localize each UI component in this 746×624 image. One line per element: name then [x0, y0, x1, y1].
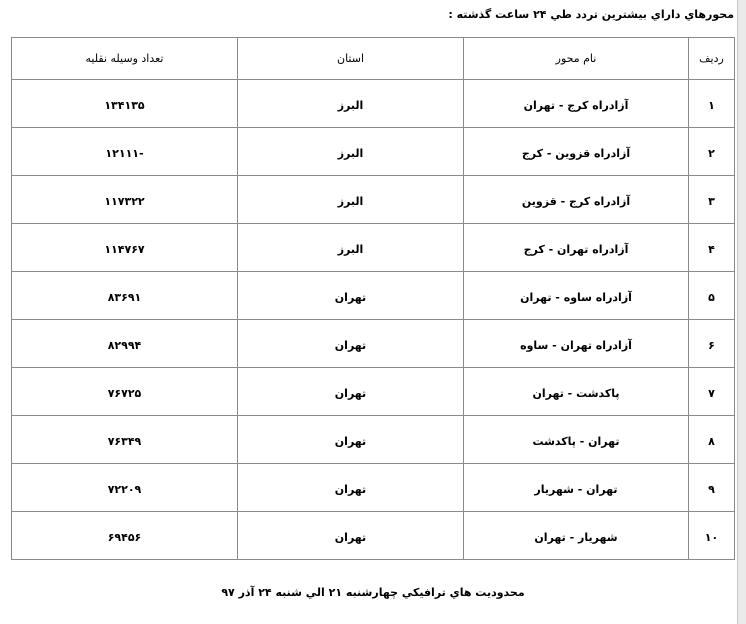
table-row	[12, 224, 735, 272]
cell-route: آزادراه کرج - قزوين	[464, 176, 689, 224]
cell-count: ۱۱۴۷۶۷	[12, 224, 238, 272]
cell-count: ۱۱۷۳۲۲	[12, 176, 238, 224]
cell-rank: ۷	[689, 368, 735, 416]
table-row	[12, 128, 735, 176]
cell-rank: ۴	[689, 224, 735, 272]
cell-province: تهران	[238, 512, 464, 560]
cell-count: ۷۲۲۰۹	[12, 464, 238, 512]
table-header-row	[12, 38, 735, 80]
table-row	[12, 512, 735, 560]
table-row	[12, 368, 735, 416]
cell-count: ۸۳۶۹۱	[12, 272, 238, 320]
cell-province: تهران	[238, 464, 464, 512]
table-row	[12, 464, 735, 512]
cell-route: تهران - پاکدشت	[464, 416, 689, 464]
cell-province: تهران	[238, 272, 464, 320]
cell-route: آزادراه تهران - کرج	[464, 224, 689, 272]
table-row	[12, 320, 735, 368]
cell-rank: ۳	[689, 176, 735, 224]
table-row	[12, 272, 735, 320]
cell-route: شهريار - تهران	[464, 512, 689, 560]
cell-rank: ۱	[689, 80, 735, 128]
cell-province: تهران	[238, 416, 464, 464]
header-count: تعداد وسيله نقليه	[12, 38, 238, 80]
cell-rank: ۲	[689, 128, 735, 176]
cell-rank: ۱۰	[689, 512, 735, 560]
table-row	[12, 80, 735, 128]
cell-route: آزادراه ساوه - تهران	[464, 272, 689, 320]
footer-note: محدوديت هاي ترافيکي چهارشنبه ۲۱ الي شنبه ۲۴ آذر ۹۷	[221, 586, 525, 599]
traffic-table	[11, 37, 735, 560]
cell-count: ۷۶۷۲۵	[12, 368, 238, 416]
cell-count: ۸۲۹۹۴	[12, 320, 238, 368]
cell-rank: ۹	[689, 464, 735, 512]
cell-province: البرز	[238, 80, 464, 128]
cell-rank: ۵	[689, 272, 735, 320]
cell-count: ۱۳۴۱۳۵	[12, 80, 238, 128]
cell-route: آزادراه تهران - ساوه	[464, 320, 689, 368]
table-row	[12, 176, 735, 224]
page-heading: محورهاي داراي بيشترين تردد طي ۲۴ ساعت گذشته :	[448, 8, 734, 21]
cell-province: البرز	[238, 224, 464, 272]
header-rank: رديف	[689, 38, 735, 80]
header-route: نام محور	[464, 38, 689, 80]
cell-count: ۷۶۳۴۹	[12, 416, 238, 464]
cell-route: آزادراه قزوين - کرج	[464, 128, 689, 176]
cell-province: تهران	[238, 368, 464, 416]
cell-province: البرز	[238, 128, 464, 176]
cell-count: ۶۹۴۵۶	[12, 512, 238, 560]
cell-route: تهران - شهريار	[464, 464, 689, 512]
cell-rank: ۶	[689, 320, 735, 368]
cell-province: تهران	[238, 320, 464, 368]
cell-count: -۱۲۱۱۱	[12, 128, 238, 176]
table-row	[12, 416, 735, 464]
window-edge	[737, 0, 746, 624]
cell-route: آزادراه کرج - تهران	[464, 80, 689, 128]
cell-route: پاکدشت - تهران	[464, 368, 689, 416]
header-province: استان	[238, 38, 464, 80]
cell-province: البرز	[238, 176, 464, 224]
cell-rank: ۸	[689, 416, 735, 464]
